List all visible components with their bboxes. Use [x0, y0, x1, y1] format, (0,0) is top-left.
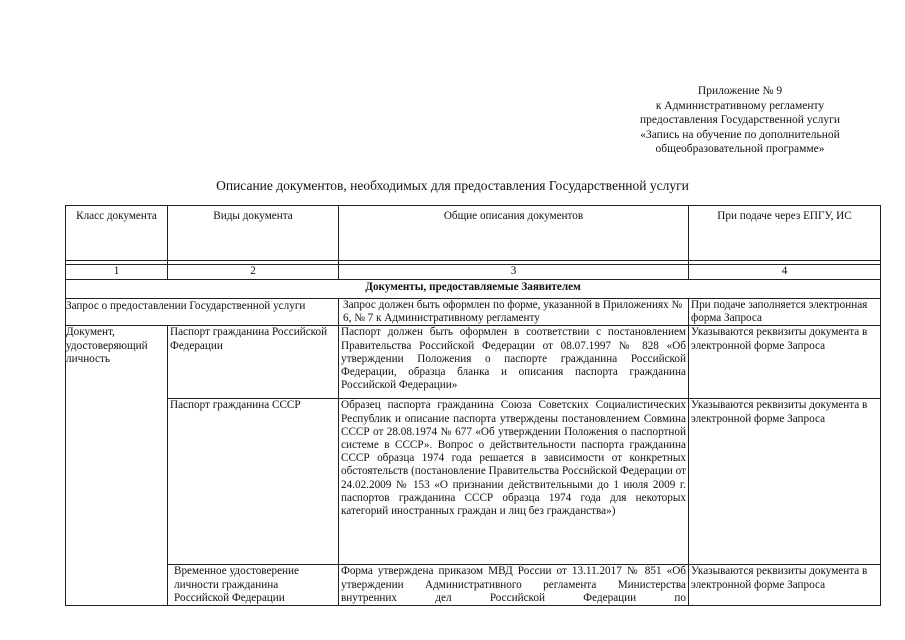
- table-header-row: [66, 206, 881, 261]
- cell-type: Временное удостоверение личности гражданина Российской Федерации: [168, 565, 339, 606]
- appendix-line: предоставления Государственной услуги: [640, 114, 840, 126]
- cell-description: Форма утверждена приказом МВД России от 13.11.2017 № 851 «Об утверждении Административного регламента Министерства внутренних дел Российской Федерации по: [339, 565, 689, 606]
- column-numbers-row: [66, 265, 881, 280]
- column-number: 4: [689, 265, 881, 280]
- header-epgu: При подаче через ЕПГУ, ИС: [689, 206, 881, 261]
- appendix-block: [600, 84, 880, 157]
- cell-epgu: Указываются реквизиты документа в электронной форме Запроса: [689, 565, 881, 606]
- cell-class: Документ, удостоверяющий личность: [66, 326, 168, 606]
- appendix-line: к Административному регламенту: [655, 99, 825, 112]
- table-row: [66, 565, 881, 606]
- cell-description: Запрос должен быть оформлен по форме, указанной в Приложениях № 6, № 7 к Административному регламенту: [339, 299, 689, 326]
- cell-type: Паспорт гражданина Российской Федерации: [168, 326, 339, 399]
- cell-epgu: При подаче заполняется электронная форма Запроса: [689, 299, 881, 326]
- header-type: Виды документа: [168, 206, 339, 261]
- section-row: [66, 280, 881, 299]
- section-title: Документы, предоставляемые Заявителем: [66, 280, 881, 299]
- cell-epgu: Указываются реквизиты документа в электронной форме Запроса: [689, 399, 881, 565]
- header-description: Общие описания документов: [339, 206, 689, 261]
- appendix-line: общеобразовательной программе»: [655, 143, 825, 155]
- column-number: 3: [339, 265, 689, 280]
- column-number: 1: [66, 265, 168, 280]
- header-class: Класс документа: [66, 206, 168, 261]
- cell-type: Паспорт гражданина СССР: [168, 399, 339, 565]
- table-row: [66, 326, 881, 399]
- cell-description: Паспорт должен быть оформлен в соответствии с постановлением Правительства Российской Федерации от 08.07.1997 № 828 «Об утверждении Положения о паспорте гражданина Российской Федерации, образца бланка и описания паспорта гражданина Российской Федерации»: [339, 326, 689, 399]
- column-number: 2: [168, 265, 339, 280]
- appendix-line: «Запись на обучение по дополнительной: [640, 128, 840, 141]
- cell-epgu: Указываются реквизиты документа в электронной форме Запроса: [689, 326, 881, 399]
- table-row: [66, 399, 881, 565]
- cell-description: Образец паспорта гражданина Союза Советских Социалистических Республик и описание паспорта утверждены постановлением Совмина СССР от 28.08.1974 № 677 «Об утверждении Положения о паспортной системе в СССР». Вопрос о действительности паспорта гражданина СССР образца 1974 года решается в зависимости от конкретных обстоятельств (постановление Правительства Российской Федерации от 24.02.2009 № 153 «О признании действительными до 1 июля 2009 г. паспортов гражданина СССР образца 1974 года для некоторых категорий иностранных граждан и лиц без гражданства»): [339, 399, 689, 565]
- appendix-line: Приложение № 9: [697, 85, 783, 97]
- table-row: [66, 299, 881, 326]
- documents-table: [65, 205, 881, 606]
- cell-class: Запрос о предоставлении Государственной услуги: [66, 299, 339, 326]
- document-title: Описание документов, необходимых для предоставления Государственной услуги: [216, 178, 689, 193]
